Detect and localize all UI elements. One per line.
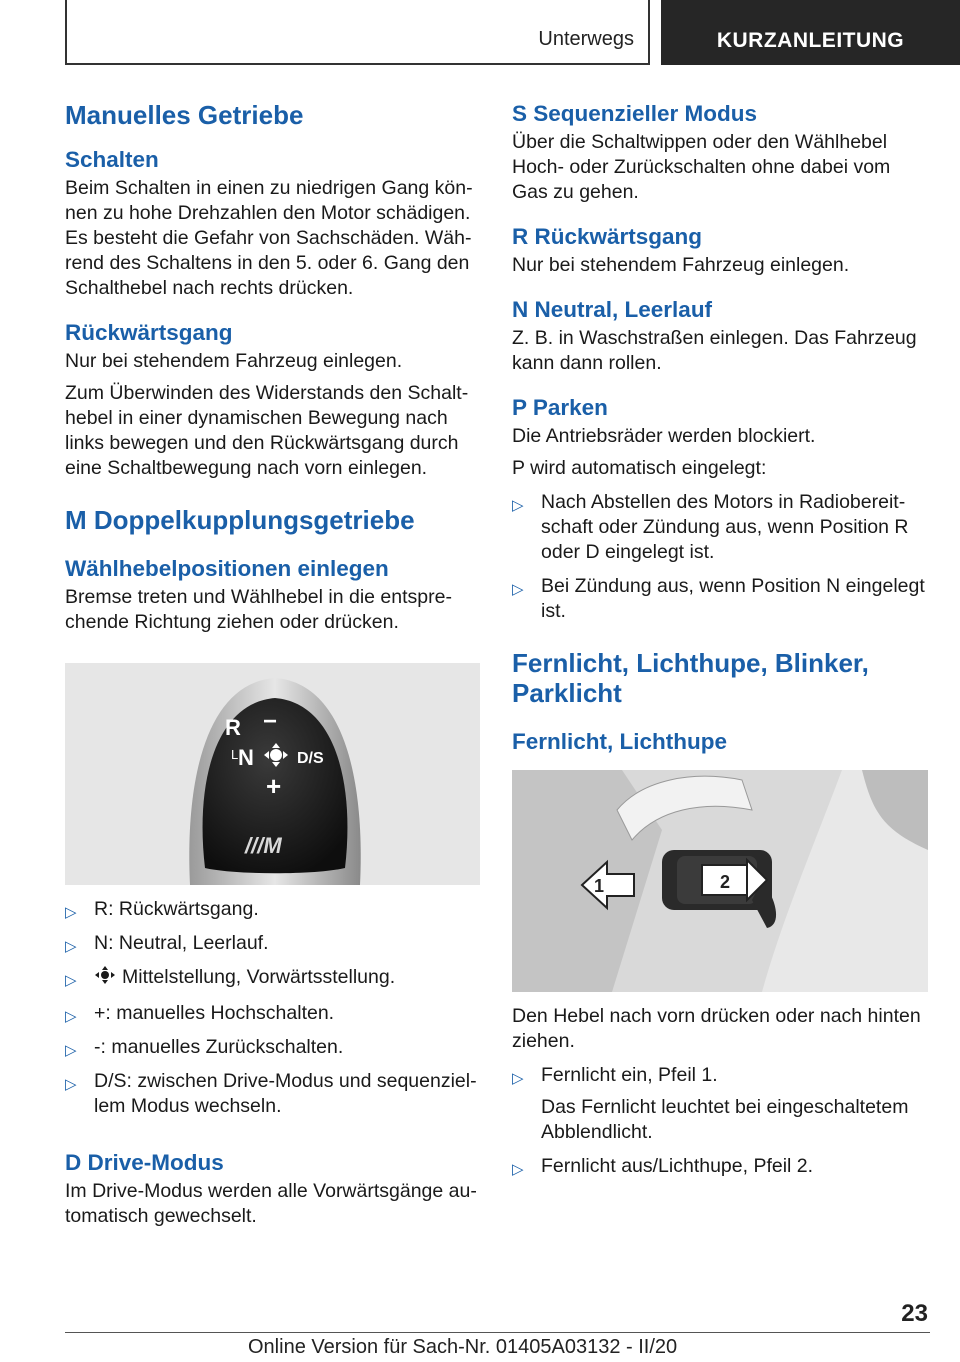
bullet-triangle-icon: ▷ [512,1161,524,1178]
header-section-title: Unterwegs [538,28,634,50]
list-item: ▷ Fernlicht ein, Pfeil 1. Das Fernlicht leuchtet bei eingeschaltetem Abblendlicht. [512,1064,909,1143]
paragraph-hebel: Den Hebel nach vorn drücken oder nach hinten ziehen. [512,1005,921,1052]
list-item: ▷ Mittelstellung, Vorwärtsstellung. [65,965,480,992]
bullet-triangle-icon: ▷ [512,1070,524,1087]
gear-positions-list [65,897,480,1119]
header-box [65,0,650,65]
knob-label-plus: + [266,771,282,801]
arrow-1-label: 1 [594,876,605,896]
list-item: ▷ Bei Zündung aus, wenn Position N eingelegt ist. [512,575,925,622]
gear-selector-image [65,663,480,885]
paragraph-drive-mode: Im Drive-Modus werden alle Vorwärtsgänge automatisch gewechselt. [65,1180,477,1227]
fernlicht-list [512,1063,930,1179]
park-list [512,490,930,624]
paragraph-rueck-2: Zum Überwinden des Widerstands den Schalthebel in einer dynamischen Bewegung nach links bewegen und den Rückwärtsgang durch eine Schaltbewegung nach vorn einlegen. [65,382,469,479]
bullet-triangle-icon: ▷ [65,904,77,921]
heading-drive-mode: D Drive-Modus [65,1150,224,1175]
paragraph-rueck-1: Nur bei stehendem Fahrzeug einlegen. [65,350,403,372]
knob-label-r: R [225,715,241,740]
paragraph-n-neutral: Z. B. in Waschstraßen einlegen. Das Fahrzeug kann dann rollen. [512,327,917,374]
paragraph-p-park-1: Die Antriebsräder werden blockiert. [512,425,816,447]
heading-rueckwaertsgang: Rückwärtsgang [65,320,233,345]
arrow-2-label: 2 [720,872,731,892]
heading-sequential-mode: S Sequenzieller Modus [512,101,758,126]
bullet-triangle-icon: ▷ [65,972,77,989]
heading-p-park: P Parken [512,395,608,420]
bullet-triangle-icon: ▷ [65,1042,77,1059]
heading-r-reverse: R Rückwärtsgang [512,224,703,249]
stalk-image [512,770,928,992]
heading-waehlhebel: Wählhebelpositionen einlegen [65,556,389,581]
bullet-triangle-icon: ▷ [512,581,524,598]
m-logo: ///M [245,833,282,858]
heading-manual-transmission: Manuelles Getriebe [65,100,304,130]
right-column [512,100,930,1179]
bullet-triangle-icon: ▷ [65,1008,77,1025]
paragraph-sequential-mode: Über die Schaltwippen oder den Wählhebel Hoch- oder Zurückschalten ohne dabei vom Gas zu gehen. [512,131,891,203]
paragraph-waehlhebel: Bremse treten und Wählhebel in die entsprechende Richtung ziehen oder drücken. [65,586,452,633]
bullet-triangle-icon: ▷ [65,1076,77,1093]
list-item: ▷ N: Neutral, Leerlauf. [65,931,480,956]
knob-label-ds: D/S [297,750,324,767]
knob-label-minus: − [263,708,278,735]
paragraph-r-reverse: Nur bei stehendem Fahrzeug einlegen. [512,254,850,276]
list-item: ▷ R: Rückwärtsgang. [65,897,480,922]
bullet-triangle-icon: ▷ [512,497,524,514]
paragraph-schalten: Beim Schalten in einen zu niedrigen Gang können zu hohe Drehzahlen den Motor schädigen. Es besteht die Gefahr von Sachschäden. Während des Schaltens in den 5. oder 6. Gang den Schalthebel nach rechts drücken. [65,177,473,299]
heading-n-neutral: N Neutral, Leerlauf [512,297,713,322]
center-position-icon [94,965,116,992]
list-item: ▷ D/S: zwischen Drive-Modus und sequenziellem Modus wechseln. [65,1070,477,1117]
footer-text: Online Version für Sach-Nr. 01405A03132 - II/20 [248,1336,678,1358]
knob-label-l: L [231,747,239,762]
knob-label-n: N [238,745,254,770]
heading-fernlicht-blinker: Fernlicht, Lichthupe, Blinker, Parklicht [512,648,869,708]
footer-divider [65,1332,930,1333]
list-item: ▷ -: manuelles Zurückschalten. [65,1035,480,1060]
heading-schalten: Schalten [65,147,159,172]
list-item: ▷ Fernlicht aus/Lichthupe, Pfeil 2. [512,1154,930,1179]
heading-fernlicht-lichthupe: Fernlicht, Lichthupe [512,729,728,754]
header-tab: KURZANLEITUNG [661,0,960,65]
page-number: 23 [901,1300,928,1327]
heading-dkg: M Doppelkupplungsgetriebe [65,505,415,535]
bullet-triangle-icon: ▷ [65,938,77,955]
paragraph-p-park-2: P wird automatisch eingelegt: [512,457,767,479]
list-item: ▷ +: manuelles Hochschalten. [65,1001,480,1026]
left-column [65,100,480,1229]
list-item: ▷ Nach Abstellen des Motors in Radiobereitschaft oder Zündung aus, wenn Position R oder D eingelegt ist. [512,491,909,563]
